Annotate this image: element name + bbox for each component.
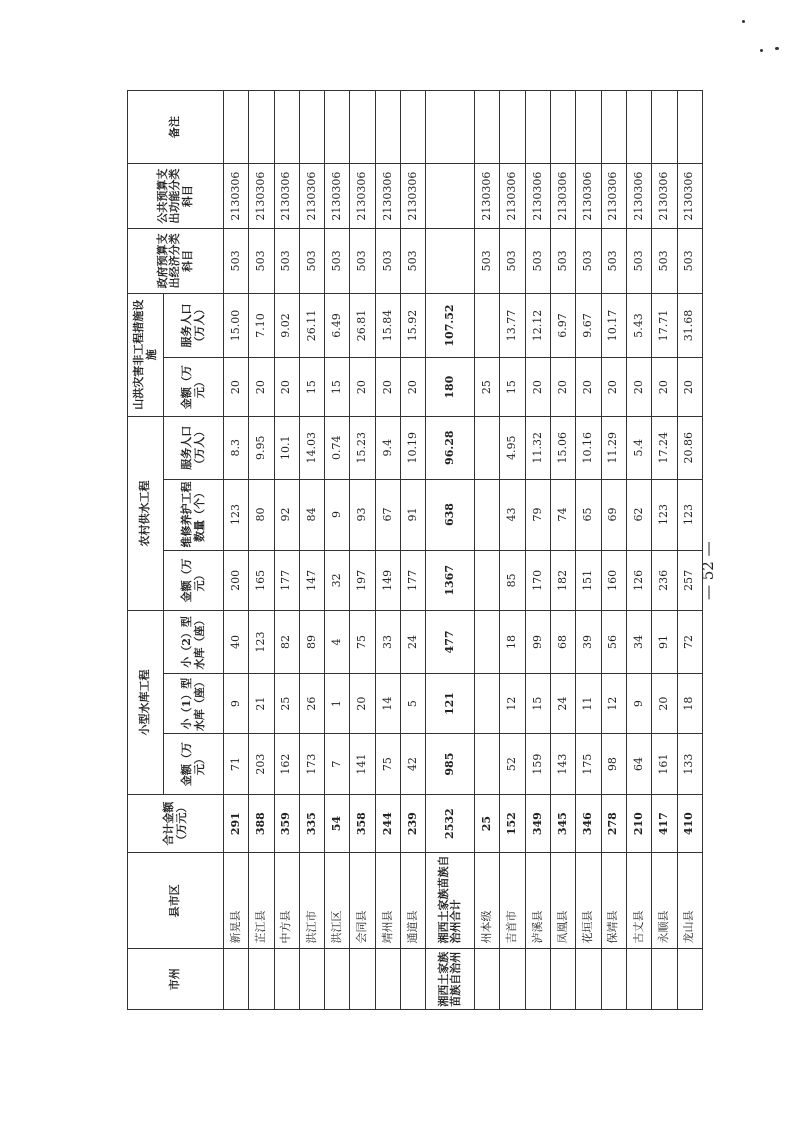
cell-res-amount: 75 xyxy=(375,734,400,795)
cell-water-people: 10.19 xyxy=(401,416,426,479)
cell-remark xyxy=(626,91,651,164)
cell-econ-code: 503 xyxy=(525,228,550,293)
cell-flood-amount: 20 xyxy=(601,358,626,416)
cell-res-small2: 40 xyxy=(224,611,249,674)
cell-county: 花垣县 xyxy=(576,853,601,949)
cell-res-amount: 175 xyxy=(576,734,601,795)
cell-res-small2: 91 xyxy=(652,611,677,674)
cell-econ-code: 503 xyxy=(325,228,350,293)
cell-res-amount: 7 xyxy=(325,734,350,795)
cell-res-small2: 33 xyxy=(375,611,400,674)
table-row xyxy=(652,91,677,1010)
cell-flood-amount: 20 xyxy=(551,358,576,416)
header-group-flood: 山洪灾害非工程措施设施 xyxy=(128,293,164,416)
cell-flood-people: 26.11 xyxy=(299,293,324,358)
cell-water-amount: 177 xyxy=(401,550,426,611)
cell-econ-code: 503 xyxy=(350,228,375,293)
cell-city xyxy=(652,949,677,1010)
cell-flood-amount: 20 xyxy=(525,358,550,416)
cell-res-small2: 99 xyxy=(525,611,550,674)
cell-remark xyxy=(525,91,550,164)
table-row xyxy=(525,91,550,1010)
cell-flood-people: 6.49 xyxy=(325,293,350,358)
cell-flood-amount: 15 xyxy=(299,358,324,416)
cell-total: 244 xyxy=(375,794,400,852)
cell-water-amount: 170 xyxy=(525,550,550,611)
table-row xyxy=(401,91,426,1010)
cell-remark xyxy=(500,91,525,164)
cell-econ-code xyxy=(426,228,475,293)
cell-econ-code: 503 xyxy=(224,228,249,293)
table-row xyxy=(249,91,274,1010)
table-row xyxy=(576,91,601,1010)
cell-county: 新晃县 xyxy=(224,853,249,949)
cell-res-amount: 98 xyxy=(601,734,626,795)
cell-water-people: 8.3 xyxy=(224,416,249,479)
cell-water-projects xyxy=(475,479,500,550)
cell-city xyxy=(677,949,703,1010)
cell-county: 湘西土家族苗族自治州合计 xyxy=(426,853,475,949)
table-row xyxy=(677,91,703,1010)
cell-city xyxy=(576,949,601,1010)
cell-remark xyxy=(249,91,274,164)
cell-county: 芷江县 xyxy=(249,853,274,949)
cell-flood-amount: 20 xyxy=(274,358,299,416)
cell-res-small1: 12 xyxy=(500,673,525,734)
cell-city: 湘西土家族苗族自治州 xyxy=(426,949,475,1010)
cell-flood-people: 17.71 xyxy=(652,293,677,358)
scan-speck xyxy=(775,47,779,50)
cell-flood-people: 9.02 xyxy=(274,293,299,358)
cell-county: 州本级 xyxy=(475,853,500,949)
header-res-small1: 小（1）型水库（座） xyxy=(164,673,224,734)
cell-res-amount: 203 xyxy=(249,734,274,795)
cell-res-amount: 159 xyxy=(525,734,550,795)
cell-flood-people: 31.68 xyxy=(677,293,703,358)
cell-func-code: 2130306 xyxy=(551,164,576,229)
cell-water-amount: 32 xyxy=(325,550,350,611)
table-row xyxy=(626,91,651,1010)
cell-water-amount: 236 xyxy=(652,550,677,611)
cell-county: 中方县 xyxy=(274,853,299,949)
cell-flood-amount: 20 xyxy=(652,358,677,416)
cell-city xyxy=(350,949,375,1010)
cell-water-amount: 151 xyxy=(576,550,601,611)
header-remark: 备注 xyxy=(128,91,224,164)
cell-func-code: 2130306 xyxy=(576,164,601,229)
header-flood-amount: 金额（万元） xyxy=(164,358,224,416)
cell-econ-code: 503 xyxy=(576,228,601,293)
table-body xyxy=(224,91,703,1010)
cell-flood-people: 9.67 xyxy=(576,293,601,358)
cell-res-amount: 162 xyxy=(274,734,299,795)
cell-water-amount: 149 xyxy=(375,550,400,611)
cell-total: 410 xyxy=(677,794,703,852)
table-row xyxy=(350,91,375,1010)
cell-total: 152 xyxy=(500,794,525,852)
cell-total: 335 xyxy=(299,794,324,852)
cell-econ-code: 503 xyxy=(626,228,651,293)
cell-res-amount: 141 xyxy=(350,734,375,795)
cell-city xyxy=(224,949,249,1010)
cell-city xyxy=(401,949,426,1010)
cell-res-small2: 72 xyxy=(677,611,703,674)
cell-res-small1: 20 xyxy=(350,673,375,734)
header-water-people: 服务人口（万人） xyxy=(164,416,224,479)
cell-city xyxy=(274,949,299,1010)
cell-water-projects: 79 xyxy=(525,479,550,550)
rotated-table-wrapper xyxy=(127,90,703,1010)
budget-table xyxy=(127,90,703,1010)
cell-remark xyxy=(401,91,426,164)
cell-res-small2: 68 xyxy=(551,611,576,674)
cell-water-people: 0.74 xyxy=(325,416,350,479)
cell-total: 349 xyxy=(525,794,550,852)
cell-water-projects: 80 xyxy=(249,479,274,550)
cell-total: 346 xyxy=(576,794,601,852)
cell-city xyxy=(601,949,626,1010)
cell-res-small2: 123 xyxy=(249,611,274,674)
cell-res-amount: 985 xyxy=(426,734,475,795)
cell-res-small1: 12 xyxy=(601,673,626,734)
cell-water-amount: 160 xyxy=(601,550,626,611)
cell-flood-people: 107.52 xyxy=(426,293,475,358)
cell-water-people xyxy=(475,416,500,479)
cell-econ-code: 503 xyxy=(652,228,677,293)
cell-flood-people: 5.43 xyxy=(626,293,651,358)
cell-res-small1: 1 xyxy=(325,673,350,734)
cell-flood-people: 7.10 xyxy=(249,293,274,358)
cell-flood-people: 13.77 xyxy=(500,293,525,358)
cell-flood-people: 15.92 xyxy=(401,293,426,358)
cell-remark xyxy=(325,91,350,164)
cell-res-small1: 18 xyxy=(677,673,703,734)
cell-res-small1: 20 xyxy=(652,673,677,734)
header-flood-people: 服务人口（万人） xyxy=(164,293,224,358)
cell-county: 龙山县 xyxy=(677,853,703,949)
cell-water-people: 11.32 xyxy=(525,416,550,479)
page-number: — 52 — xyxy=(699,541,717,600)
cell-func-code: 2130306 xyxy=(677,164,703,229)
cell-city xyxy=(626,949,651,1010)
cell-res-small2: 39 xyxy=(576,611,601,674)
header-total: 合计金额（万元） xyxy=(128,794,224,852)
table-header xyxy=(128,91,224,1010)
cell-water-projects: 67 xyxy=(375,479,400,550)
cell-res-amount: 71 xyxy=(224,734,249,795)
cell-city xyxy=(551,949,576,1010)
cell-econ-code: 503 xyxy=(601,228,626,293)
header-func-code: 公共预算支出功能分类科目 xyxy=(128,164,224,229)
cell-water-people: 10.16 xyxy=(576,416,601,479)
cell-total: 345 xyxy=(551,794,576,852)
cell-water-projects: 123 xyxy=(652,479,677,550)
cell-water-projects: 91 xyxy=(401,479,426,550)
cell-county: 洪江市 xyxy=(299,853,324,949)
cell-res-small2: 24 xyxy=(401,611,426,674)
cell-res-amount: 173 xyxy=(299,734,324,795)
cell-res-small2: 4 xyxy=(325,611,350,674)
cell-water-projects: 92 xyxy=(274,479,299,550)
cell-water-amount: 182 xyxy=(551,550,576,611)
cell-water-amount: 126 xyxy=(626,550,651,611)
header-group-water: 农村供水工程 xyxy=(128,416,164,610)
cell-res-small2: 18 xyxy=(500,611,525,674)
cell-func-code: 2130306 xyxy=(401,164,426,229)
table-row xyxy=(475,91,500,1010)
cell-city xyxy=(525,949,550,1010)
table-row xyxy=(274,91,299,1010)
cell-water-amount: 165 xyxy=(249,550,274,611)
cell-water-projects: 84 xyxy=(299,479,324,550)
cell-water-amount xyxy=(475,550,500,611)
cell-total: 210 xyxy=(626,794,651,852)
cell-water-people: 20.86 xyxy=(677,416,703,479)
header-county: 县市区 xyxy=(128,853,224,949)
cell-water-people: 14.03 xyxy=(299,416,324,479)
cell-county: 会同县 xyxy=(350,853,375,949)
cell-total: 239 xyxy=(401,794,426,852)
cell-econ-code: 503 xyxy=(401,228,426,293)
cell-water-people: 15.23 xyxy=(350,416,375,479)
cell-flood-amount: 180 xyxy=(426,358,475,416)
cell-func-code: 2130306 xyxy=(375,164,400,229)
cell-flood-people: 10.17 xyxy=(601,293,626,358)
cell-flood-people: 12.12 xyxy=(525,293,550,358)
cell-water-people: 15.06 xyxy=(551,416,576,479)
cell-remark xyxy=(375,91,400,164)
cell-flood-amount: 20 xyxy=(375,358,400,416)
cell-res-small1: 14 xyxy=(375,673,400,734)
cell-water-projects: 638 xyxy=(426,479,475,550)
cell-city xyxy=(475,949,500,1010)
cell-res-small2: 477 xyxy=(426,611,475,674)
header-group-reservoir: 小型水库工程 xyxy=(128,611,164,795)
cell-total: 359 xyxy=(274,794,299,852)
cell-flood-amount: 20 xyxy=(350,358,375,416)
cell-flood-people xyxy=(475,293,500,358)
cell-econ-code: 503 xyxy=(375,228,400,293)
cell-county: 吉首市 xyxy=(500,853,525,949)
cell-city xyxy=(375,949,400,1010)
cell-flood-amount: 15 xyxy=(500,358,525,416)
cell-econ-code: 503 xyxy=(500,228,525,293)
cell-res-amount: 64 xyxy=(626,734,651,795)
cell-res-amount: 161 xyxy=(652,734,677,795)
cell-res-small1: 9 xyxy=(224,673,249,734)
cell-remark xyxy=(576,91,601,164)
cell-city xyxy=(299,949,324,1010)
cell-func-code: 2130306 xyxy=(525,164,550,229)
cell-remark xyxy=(274,91,299,164)
cell-water-people: 11.29 xyxy=(601,416,626,479)
cell-remark xyxy=(299,91,324,164)
cell-water-people: 5.4 xyxy=(626,416,651,479)
cell-water-people: 4.95 xyxy=(500,416,525,479)
cell-flood-amount: 20 xyxy=(626,358,651,416)
cell-func-code: 2130306 xyxy=(224,164,249,229)
cell-flood-people: 6.97 xyxy=(551,293,576,358)
cell-econ-code: 503 xyxy=(677,228,703,293)
cell-res-amount: 143 xyxy=(551,734,576,795)
cell-city xyxy=(500,949,525,1010)
cell-city xyxy=(249,949,274,1010)
cell-econ-code: 503 xyxy=(299,228,324,293)
cell-total: 278 xyxy=(601,794,626,852)
cell-remark xyxy=(475,91,500,164)
cell-total: 388 xyxy=(249,794,274,852)
cell-econ-code: 503 xyxy=(274,228,299,293)
cell-remark xyxy=(350,91,375,164)
cell-econ-code: 503 xyxy=(475,228,500,293)
cell-res-small1 xyxy=(475,673,500,734)
cell-county: 靖州县 xyxy=(375,853,400,949)
cell-res-small1: 11 xyxy=(576,673,601,734)
cell-water-amount: 85 xyxy=(500,550,525,611)
header-res-amount: 金额（万元） xyxy=(164,734,224,795)
cell-remark xyxy=(224,91,249,164)
cell-water-people: 96.28 xyxy=(426,416,475,479)
cell-res-small2: 56 xyxy=(601,611,626,674)
table-row xyxy=(325,91,350,1010)
cell-water-projects: 69 xyxy=(601,479,626,550)
table-row xyxy=(375,91,400,1010)
cell-func-code: 2130306 xyxy=(325,164,350,229)
cell-res-amount xyxy=(475,734,500,795)
cell-water-people: 17.24 xyxy=(652,416,677,479)
cell-water-projects: 65 xyxy=(576,479,601,550)
cell-county: 古丈县 xyxy=(626,853,651,949)
cell-func-code xyxy=(426,164,475,229)
cell-flood-amount: 25 xyxy=(475,358,500,416)
cell-water-projects: 9 xyxy=(325,479,350,550)
cell-econ-code: 503 xyxy=(551,228,576,293)
cell-county: 永顺县 xyxy=(652,853,677,949)
cell-water-projects: 62 xyxy=(626,479,651,550)
cell-total: 25 xyxy=(475,794,500,852)
cell-total: 54 xyxy=(325,794,350,852)
cell-res-small2: 89 xyxy=(299,611,324,674)
cell-water-amount: 147 xyxy=(299,550,324,611)
cell-res-small2: 34 xyxy=(626,611,651,674)
cell-res-small1: 9 xyxy=(626,673,651,734)
cell-func-code: 2130306 xyxy=(500,164,525,229)
cell-flood-people: 15.00 xyxy=(224,293,249,358)
cell-func-code: 2130306 xyxy=(601,164,626,229)
cell-water-people: 9.95 xyxy=(249,416,274,479)
cell-total: 417 xyxy=(652,794,677,852)
cell-func-code: 2130306 xyxy=(350,164,375,229)
cell-total: 291 xyxy=(224,794,249,852)
cell-water-amount: 200 xyxy=(224,550,249,611)
cell-flood-amount: 20 xyxy=(249,358,274,416)
cell-flood-people: 26.81 xyxy=(350,293,375,358)
cell-city xyxy=(325,949,350,1010)
cell-remark xyxy=(551,91,576,164)
cell-func-code: 2130306 xyxy=(249,164,274,229)
header-water-projects: 维修养护工程数量（个） xyxy=(164,479,224,550)
cell-res-small1: 24 xyxy=(551,673,576,734)
cell-water-projects: 43 xyxy=(500,479,525,550)
cell-res-small2 xyxy=(475,611,500,674)
cell-flood-amount: 20 xyxy=(224,358,249,416)
cell-remark xyxy=(652,91,677,164)
cell-county: 保靖县 xyxy=(601,853,626,949)
cell-res-small1: 15 xyxy=(525,673,550,734)
cell-remark xyxy=(677,91,703,164)
cell-res-small1: 21 xyxy=(249,673,274,734)
cell-water-projects: 123 xyxy=(224,479,249,550)
cell-res-small1: 121 xyxy=(426,673,475,734)
cell-water-amount: 257 xyxy=(677,550,703,611)
cell-remark xyxy=(426,91,475,164)
cell-func-code: 2130306 xyxy=(299,164,324,229)
table-row xyxy=(551,91,576,1010)
cell-res-small2: 82 xyxy=(274,611,299,674)
cell-water-people: 9.4 xyxy=(375,416,400,479)
cell-func-code: 2130306 xyxy=(652,164,677,229)
cell-remark xyxy=(601,91,626,164)
cell-flood-amount: 20 xyxy=(576,358,601,416)
cell-econ-code: 503 xyxy=(249,228,274,293)
cell-flood-amount: 20 xyxy=(401,358,426,416)
cell-total: 358 xyxy=(350,794,375,852)
cell-water-projects: 74 xyxy=(551,479,576,550)
header-water-amount: 金额（万元） xyxy=(164,550,224,611)
cell-func-code: 2130306 xyxy=(274,164,299,229)
cell-res-small1: 5 xyxy=(401,673,426,734)
cell-water-amount: 1367 xyxy=(426,550,475,611)
cell-water-projects: 123 xyxy=(677,479,703,550)
cell-flood-people: 15.84 xyxy=(375,293,400,358)
cell-county: 通道县 xyxy=(401,853,426,949)
table-row xyxy=(500,91,525,1010)
cell-res-amount: 52 xyxy=(500,734,525,795)
cell-total: 2532 xyxy=(426,794,475,852)
cell-county: 凤凰县 xyxy=(551,853,576,949)
cell-water-amount: 177 xyxy=(274,550,299,611)
cell-res-small2: 75 xyxy=(350,611,375,674)
cell-water-amount: 197 xyxy=(350,550,375,611)
table-row xyxy=(224,91,249,1010)
cell-water-people: 10.1 xyxy=(274,416,299,479)
scan-speck xyxy=(742,20,745,23)
cell-county: 泸溪县 xyxy=(525,853,550,949)
cell-flood-amount: 15 xyxy=(325,358,350,416)
cell-res-amount: 42 xyxy=(401,734,426,795)
cell-water-projects: 93 xyxy=(350,479,375,550)
cell-func-code: 2130306 xyxy=(475,164,500,229)
scan-speck xyxy=(760,49,763,52)
cell-res-small1: 25 xyxy=(274,673,299,734)
table-row xyxy=(299,91,324,1010)
header-res-small2: 小（2）型水库（座） xyxy=(164,611,224,674)
table-row xyxy=(601,91,626,1010)
cell-county: 洪江区 xyxy=(325,853,350,949)
cell-func-code: 2130306 xyxy=(626,164,651,229)
cell-res-amount: 133 xyxy=(677,734,703,795)
cell-flood-amount: 20 xyxy=(677,358,703,416)
table-row xyxy=(426,91,475,1010)
cell-res-small1: 26 xyxy=(299,673,324,734)
header-city: 市州 xyxy=(128,949,224,1010)
header-econ-code: 政府预算支出经济分类科目 xyxy=(128,228,224,293)
